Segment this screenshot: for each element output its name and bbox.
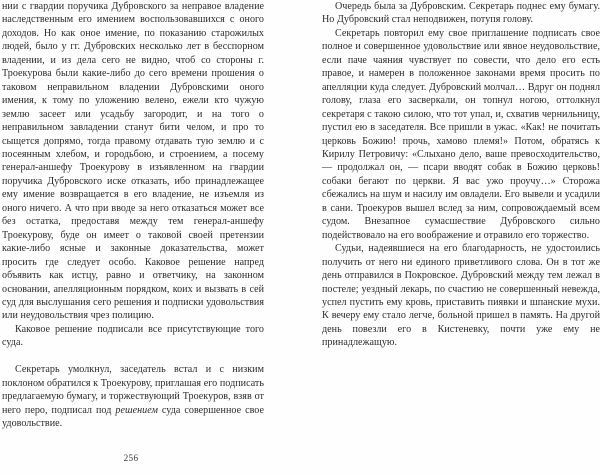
- paragraph-body-with-italic: [2, 363, 264, 430]
- left-text-column: [2, 0, 264, 440]
- italic-term: решением: [115, 404, 158, 416]
- paragraph-body: нии с гвардии поручика Дубровского за неправое владение наследственным его имением воспользовавшихся с оного доходов. Но как оное имение, по показанию старожилых людей, было у гг. Дубровских несколько лет в бесспорном владении, и из дела сего не видно, чтоб со стороны г. Троекурова были какие-либо до сего времени прошения о таковом неправильном владении Дубровскими оного имения, к тому по уложению велено, ежели кто чужую землю засеет или усадьбу загородит, и на того о неправильном завладении станут бити челом, и про то сыщется допрямо, тогда правому отдавать тую землю и с посеянным хлебом, и городьбою, и строением, а посему генерал-аншефу Троекурову в изъявленном на гвардии поручика Дубровского иске отказать, ибо принадлежащее ему имение возвращается в его владение, не изъемля из оного ничего. А что при вводе за него отказаться может все без остатка, предоставя между тем генерал-аншефу Троекурову, буде он имеет о таковой своей претензии какие-либо ясные и законные доказательства, может просить где следует особо. Каковое решение напред объявить как истцу, равно и ответчику, на законном основании, апелляционным порядком, коих и вызвать в сей суд для выслушания сего решения и подписки удовольствия или неудовольствия чрез полицию.: [2, 1, 264, 322]
- paragraph-body: Очередь была за Дубровским. Секретарь поднес ему бумагу. Но Дубровский стал неподвижен, потупя голову.: [322, 1, 600, 26]
- page-number: 256: [123, 453, 139, 463]
- paragraph-text-segment: суда совершенное свое удовольствие.: [2, 404, 265, 430]
- paragraph-gap: [2, 350, 264, 363]
- paragraph-text-segment: Секретарь умолкнул, заседатель встал и с низким поклоном обратился к Троекурову, приглашая его подписать предлагаемую бумагу, и торжествующий Троекуров, взяв от него перо, подписал под: [2, 364, 264, 416]
- column-gutter: [264, 0, 322, 440]
- paragraph-body: Каковое решение подписали все присутствующие того суда.: [2, 323, 264, 349]
- paragraph-body: Секретарь повторил ему свое приглашение подписать свое полное и совершенное удовольствие или явное неудовольствие, если паче чаяния чувствует по совести, что дело его есть правое, и намерен в положенное законами время просить по апелляции куда следует. Дубровский молчал… Вдруг он поднял голову, глаза его засверкали, он топнул ногою, оттолкнул секретаря с такою силою, что тот упал, и, схватив чернильницу, пустил ею в заседателя. Все пришли в ужас. «Как! не почитать церковь Божию! прочь, хамово племя!» Потом, обратясь к Кирилу Петровичу: «Слыхано дело, ваше превосходительство, — продолжал он, — псари вводят собак в Божию церковь! собаки бегают по церкви. Я вас ужо проучу…» Сторожа сбежались на шум и насилу им овладели. Его вывели и усадили в сани. Троекуров вышел вслед за ним, сопровождаемый всем судом. Внезапное сумасшествие Дубровского сильно подействовало на его воображение и отравило его торжество.: [322, 27, 600, 241]
- paragraph-body: Судьи, надеявшиеся на его благодарность, не удостоились получить от него ни единого приветливого слова. Он в тот же день отправился в Покровское. Дубровский между тем лежал в постеле; уездный лекарь, по счастию не совершенный невежда, успел пустить ему кровь, приставить пиявки и шпанские мухи. К вечеру ему стало легче, больной пришел в память. На другой день повезли его в Кистеневку, почти уже ему не принадлежащую.: [322, 243, 600, 349]
- right-text-column: [322, 0, 600, 440]
